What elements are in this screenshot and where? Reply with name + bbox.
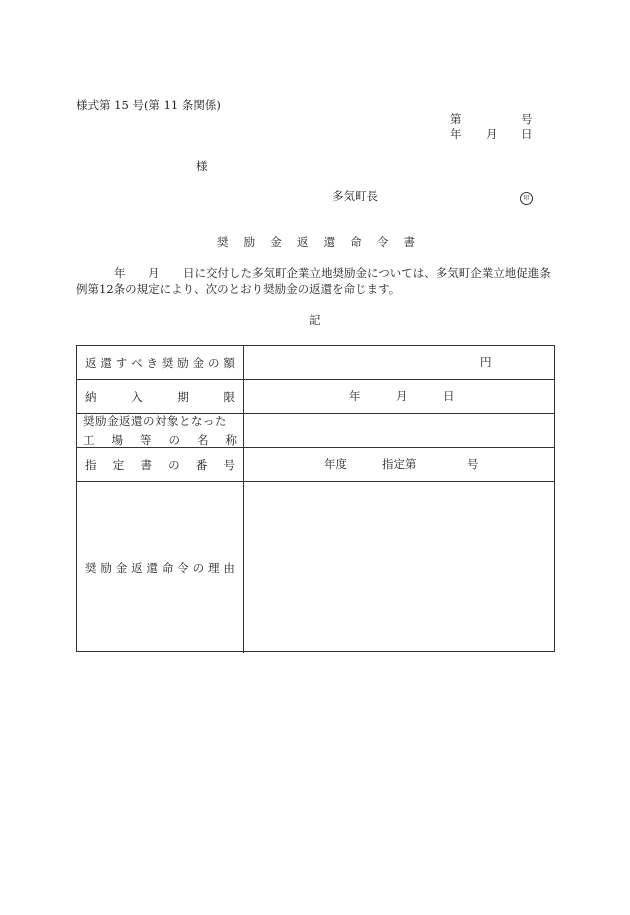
factory-label-char: 称	[225, 433, 237, 447]
reason-label	[85, 560, 235, 576]
doc-number-suffix: 号	[521, 112, 533, 126]
cert-label-char: 書	[140, 457, 152, 472]
amount-label-char: べ	[131, 355, 143, 370]
date-year: 年	[450, 127, 462, 141]
title-char: 奨	[217, 235, 229, 249]
cert-label-cell	[77, 448, 244, 481]
cert-prefix: 指定第	[382, 457, 417, 471]
date-month: 月	[486, 127, 498, 141]
factory-label-char: 名	[197, 433, 209, 447]
deadline-label-cell	[77, 380, 244, 413]
amount-label-char: 金	[192, 355, 205, 370]
deadline-value-cell	[244, 380, 554, 413]
reason-label-char: 命	[161, 560, 174, 575]
body-month: 月	[148, 266, 160, 280]
doc-number-prefix: 第	[450, 112, 462, 126]
factory-label-line1: 奨励金返還の対象となった	[83, 414, 227, 428]
amount-row	[77, 346, 554, 380]
cert-label-char: 号	[223, 457, 235, 472]
title-char: 励	[243, 235, 256, 249]
seal-stamp-icon: 印	[520, 192, 533, 205]
cert-value-cell	[244, 448, 554, 481]
reason-label-char: 励	[100, 560, 112, 575]
reason-label-char: 由	[223, 560, 235, 575]
reason-label-char: 理	[208, 560, 220, 575]
amount-label-char: の	[208, 355, 220, 370]
reason-label-char: 令	[177, 560, 189, 575]
amount-label-char: 還	[100, 355, 112, 370]
amount-value-cell	[244, 346, 554, 379]
body-line1: 日に交付した多気町企業立地奨励金については、多気町企業立地促進条	[183, 266, 551, 280]
deadline-label	[85, 389, 235, 405]
reason-label-char: 還	[146, 560, 158, 575]
title-char: 金	[270, 235, 282, 249]
deadline-label-char: 納	[85, 389, 97, 404]
reason-row	[77, 482, 554, 653]
amount-label-cell	[77, 346, 244, 379]
form-number: 様式第 15 号(第 11 条関係)	[76, 98, 221, 112]
factory-label-char: 等	[140, 433, 152, 447]
document-title	[217, 237, 415, 249]
seal-mark	[520, 191, 533, 205]
reason-label-char: 返	[131, 560, 143, 575]
factory-label-char: 場	[111, 433, 123, 447]
factory-label-cell	[77, 414, 244, 447]
title-char: 返	[296, 235, 309, 249]
return-details-table	[76, 345, 555, 652]
ki-heading: 記	[309, 313, 321, 327]
reason-label-char: の	[192, 560, 205, 575]
reason-value-cell	[244, 482, 554, 653]
factory-label-line2	[83, 432, 237, 448]
title-char: 命	[350, 235, 362, 249]
title-char: 書	[403, 235, 415, 249]
body-year: 年	[114, 266, 126, 280]
deadline-year: 年	[349, 389, 361, 403]
cert-label-char: 番	[195, 457, 208, 472]
title-char: 還	[323, 235, 336, 249]
amount-unit: 円	[480, 355, 492, 369]
factory-label-char: 工	[83, 433, 95, 447]
cert-label-char: 定	[112, 457, 125, 472]
issuer-name: 多気町長	[332, 189, 378, 203]
amount-label-char: 額	[223, 355, 235, 370]
cert-row	[77, 448, 554, 482]
factory-value-cell	[244, 414, 554, 447]
deadline-label-char: 期	[177, 389, 189, 404]
deadline-day: 日	[443, 389, 455, 403]
deadline-label-char: 限	[223, 389, 235, 404]
reason-label-char: 金	[115, 560, 128, 575]
factory-row	[77, 414, 554, 448]
body-line2: 例第12条の規定により、次のとおり奨励金の返還を命じます。	[76, 282, 401, 296]
cert-year: 年度	[324, 457, 347, 471]
factory-label-char: の	[168, 433, 180, 447]
amount-label-char: 返	[85, 355, 97, 370]
deadline-label-char: 入	[131, 389, 143, 404]
reason-label-cell	[77, 482, 244, 653]
reason-label-char: 奨	[85, 560, 97, 575]
title-char: 令	[376, 235, 389, 249]
date-day: 日	[521, 127, 533, 141]
amount-label-char: 励	[177, 355, 189, 370]
deadline-month: 月	[396, 389, 408, 403]
cert-label-char: の	[168, 457, 180, 472]
cert-label	[85, 457, 235, 473]
amount-label	[85, 355, 235, 371]
cert-suffix: 号	[467, 457, 479, 471]
amount-label-char: き	[146, 355, 158, 370]
addressee-suffix: 様	[196, 159, 208, 173]
cert-label-char: 指	[85, 457, 97, 472]
amount-label-char: 奨	[161, 355, 174, 370]
deadline-row	[77, 380, 554, 414]
amount-label-char: す	[115, 355, 128, 370]
